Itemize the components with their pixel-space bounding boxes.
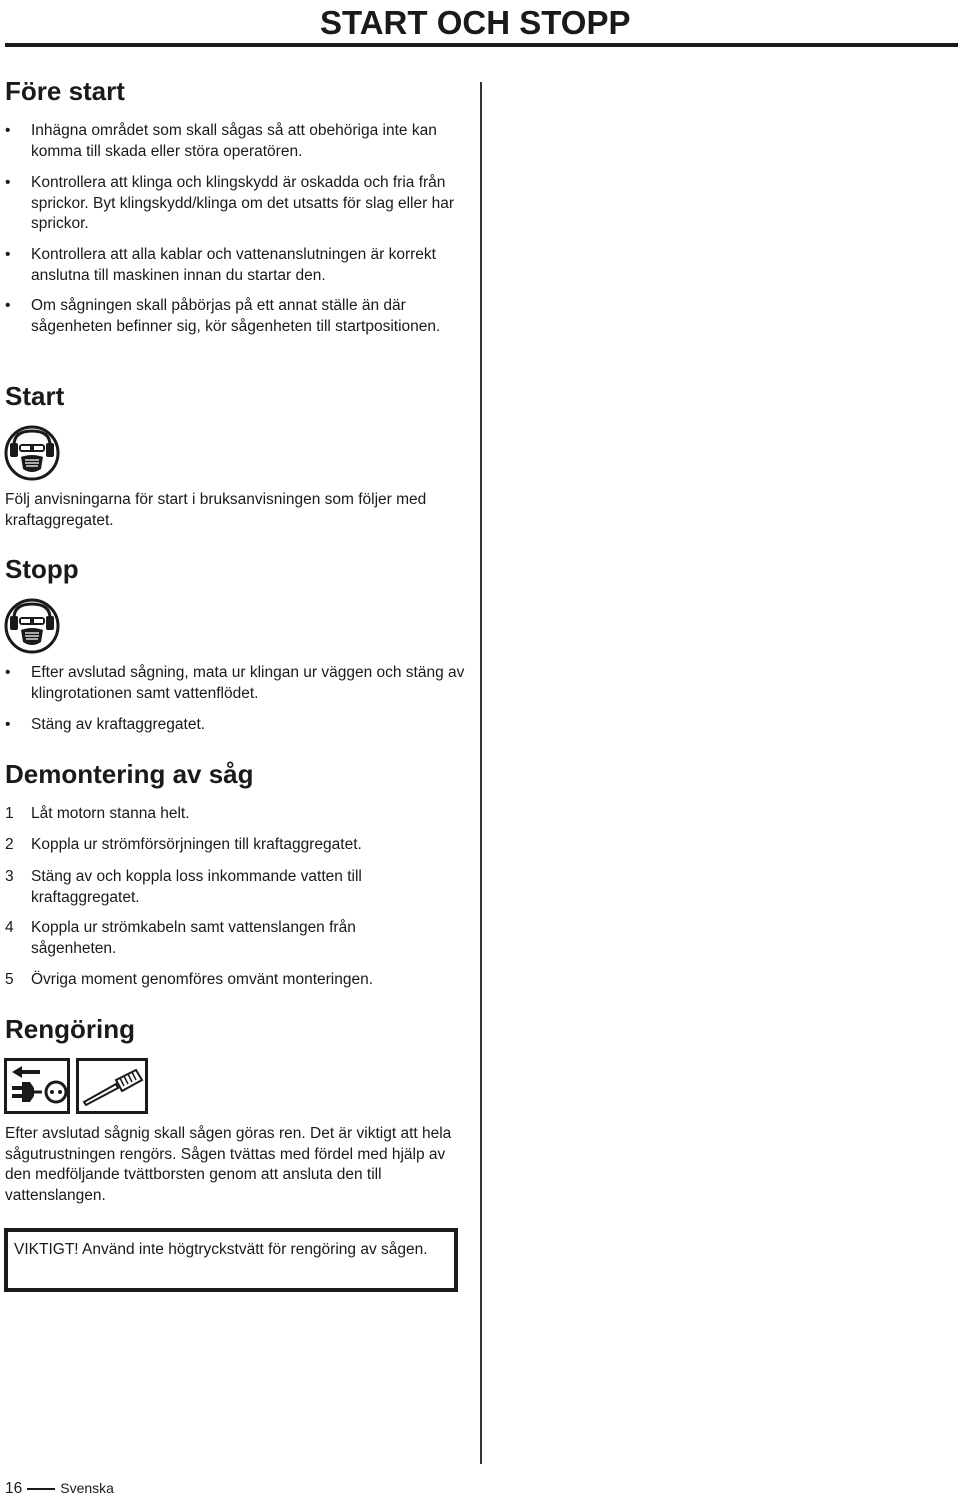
list-item-text: Om sågningen skall påbörjas på ett annat ställe än där sågenheten befinner sig, kör sågenheten till startpositionen. [31, 297, 441, 335]
bullet-icon: • [5, 664, 11, 681]
page-title: START OCH STOPP [320, 4, 631, 41]
heading-fore-start: Före start [5, 76, 125, 106]
heading-rengoring: Rengöring [5, 1014, 135, 1044]
step-number: 5 [5, 971, 14, 988]
page-footer [5, 1480, 114, 1498]
step-text: Koppla ur strömkabeln samt vattenslangen från sågenheten. [31, 919, 356, 957]
list-item-text: Kontrollera att alla kablar och vattenanslutningen är korrekt anslutna till maskinen innan du startar den. [31, 246, 436, 284]
list-item-text: Stäng av kraftaggregatet. [31, 716, 206, 733]
step-text: Stäng av och koppla loss inkommande vatten till kraftaggregatet. [31, 868, 362, 906]
list-item-text: Inhägna området som skall sågas så att obehöriga inte kan komma till skada eller störa operatören. [31, 122, 437, 160]
step-number: 4 [5, 919, 14, 936]
bullet-icon: • [5, 716, 11, 733]
bullet-icon: • [5, 174, 11, 191]
column-divider [480, 82, 482, 1464]
protective-equipment-icon [4, 598, 60, 659]
page-number: 16 [5, 1480, 23, 1497]
step-text: Övriga moment genomföres omvänt monteringen. [31, 971, 374, 988]
bullet-icon: • [5, 297, 11, 314]
protective-equipment-icon [4, 425, 60, 486]
bullet-icon: • [5, 122, 11, 139]
warning-box [4, 1228, 458, 1292]
heading-start: Start [5, 381, 65, 411]
heading-stopp: Stopp [5, 554, 79, 584]
step-text: Låt motorn stanna helt. [31, 805, 190, 822]
step-number: 2 [5, 836, 14, 853]
list-item-text: Kontrollera att klinga och klingskydd är oskadda och fria från sprickor. Byt klingskydd/klinga om det utsatts för slag eller har sprickor. [31, 174, 454, 232]
brush-icon [76, 1058, 148, 1119]
warning-text: VIKTIGT! Använd inte högtryckstvätt för rengöring av sågen. [14, 1241, 428, 1258]
rengoring-text: Efter avslutad sågnig skall sågen göras ren. Det är viktigt att hela sågutrustningen rengörs. Sågen tvättas med fördel med hjälp av den medföljande tvättborsten genom att ansluta den till vattenslangen. [5, 1125, 452, 1204]
step-text: Koppla ur strömförsörjningen till kraftaggregatet. [31, 836, 362, 853]
start-instruction: Följ anvisningarna för start i bruksanvisningen som följer med kraftaggregatet. [5, 491, 427, 529]
heading-demontering: Demontering av såg [5, 759, 254, 789]
list-item-text: Efter avslutad sågning, mata ur klingan ur väggen och stäng av klingrotationen samt vattenflödet. [31, 664, 465, 702]
footer-dash [27, 1488, 55, 1490]
bullet-icon: • [5, 246, 11, 263]
unplug-power-icon [4, 1058, 70, 1119]
step-number: 3 [5, 868, 14, 885]
footer-language: Svenska [60, 1480, 114, 1496]
title-rule [5, 43, 958, 47]
step-number: 1 [5, 805, 14, 822]
